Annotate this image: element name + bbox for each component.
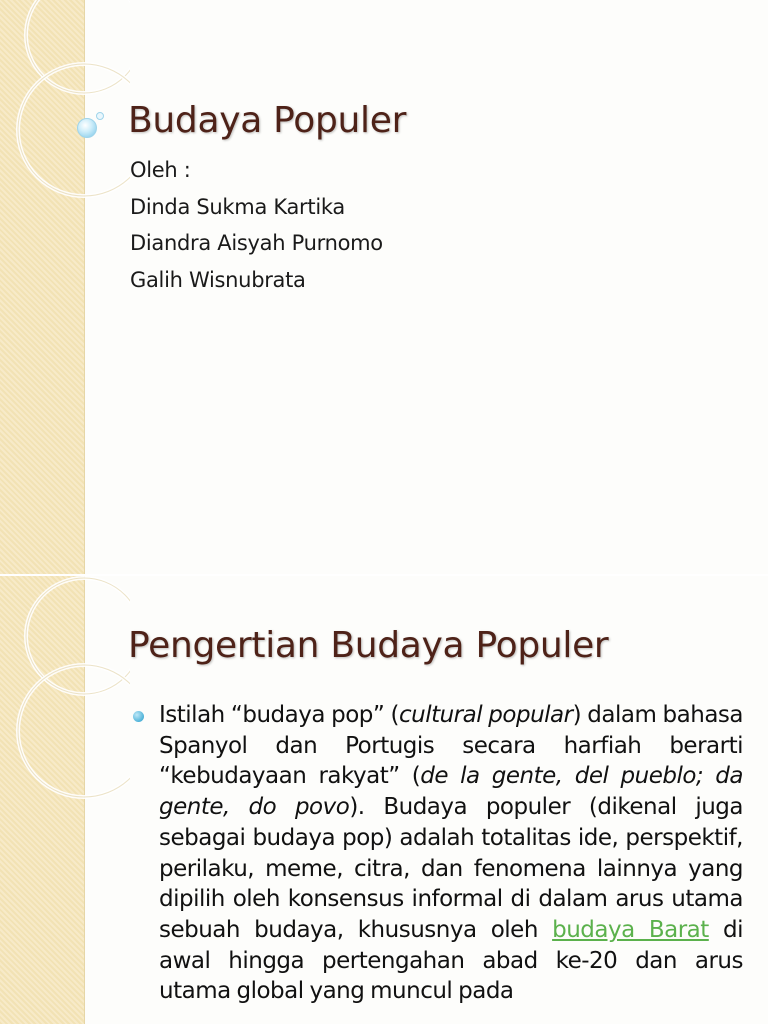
bubble-icon [77,118,97,138]
text-span: ) dalam bahasa Spanyol dan Portugis secara harfiah berarti “kebudayaan rakyat” ( [159,702,743,790]
author-list [130,152,383,298]
author-line: Diandra Aisyah Purnomo [130,231,383,255]
author-line: Galih Wisnubrata [130,267,306,292]
decorative-circles [0,576,130,1024]
author-line: Dinda Sukma Kartika [130,194,345,219]
text-span: ). Budaya populer (dikenal juga sebagai budaya pop) adalah totalitas ide, perspektif, perilaku, meme, citra, dan fenomena lainnya yang dipilih oleh konsensus informal di dalam arus utama sebuah budaya, khususnya oleh [159,794,743,943]
budaya-barat-link[interactable]: budaya Barat [552,916,709,943]
decorative-circles [0,0,130,576]
text-span: di awal hingga pertengahan abad ke-20 dan arus utama global yang muncul pada [159,916,743,1005]
bullet-paragraph [159,700,743,1007]
slide-definition [0,576,768,1024]
slide-title-heading: Budaya Populer [128,100,407,141]
slide-title-heading: Pengertian Budaya Populer [128,625,609,666]
slide-divider [0,574,768,576]
italic-term: cultural popular [398,702,573,728]
italic-term: de la gente, del pueblo; da gente, do povo [159,763,743,821]
bullet-icon [133,711,144,722]
author-line: Oleh : [130,158,191,182]
bubble-small-icon [96,112,104,120]
text-span: Istilah “budaya pop” ( [159,702,399,728]
